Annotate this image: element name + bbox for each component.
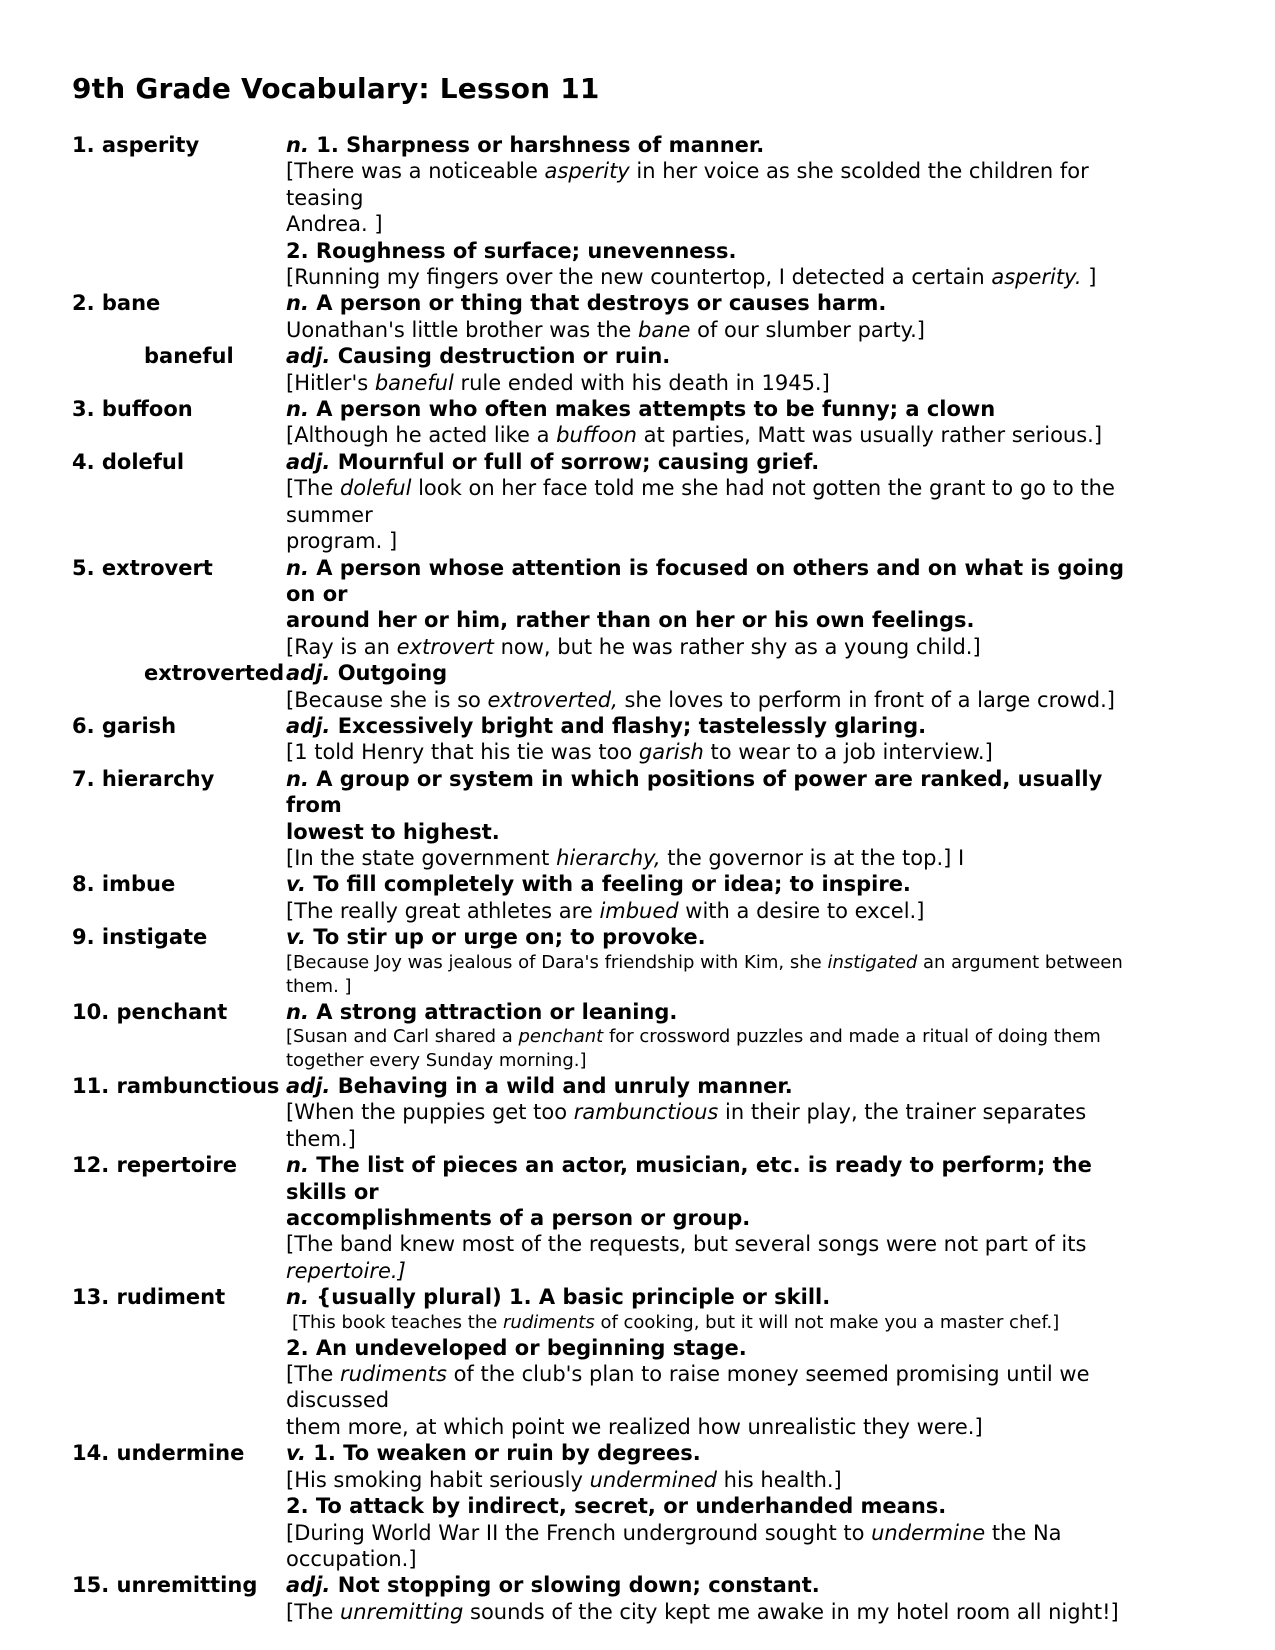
example-sentence (286, 1311, 1156, 1335)
example-term: bane (638, 317, 691, 342)
definition-line (286, 1073, 1156, 1099)
example-text: Andrea. ] (286, 212, 383, 237)
example-text: [The band knew most of the requests, but several songs were not part of its (286, 1232, 1087, 1257)
example-sentence (286, 317, 1156, 343)
definition-text: To stir up or urge on; to provoke. (305, 925, 706, 950)
vocab-entry (72, 1440, 1212, 1572)
part-of-speech: adj. (286, 1074, 331, 1098)
part-of-speech: adj. (286, 344, 331, 369)
example-text: of our slumber party.] (690, 317, 925, 342)
definition-text: Excessively bright and flashy; tastelessly glaring. (330, 713, 927, 738)
definition-line (286, 396, 1156, 422)
definition-text: 1. Sharpness or harshness of manner. (308, 133, 765, 157)
definition-line (286, 238, 1156, 264)
vocab-term: 8. imbue (72, 872, 176, 897)
definition-block (286, 1152, 1156, 1284)
definition-block (286, 343, 1156, 396)
example-term: garish (638, 740, 704, 765)
example-text: program. ] (286, 529, 398, 554)
example-text: of the club's plan to raise money seemed promising until we discussed (286, 1362, 1090, 1413)
example-text: [The (286, 476, 340, 501)
part-of-speech: adj. (286, 713, 331, 738)
example-sentence (286, 1099, 1156, 1152)
definition-line (286, 1205, 1156, 1231)
definition-text: around her or him, rather than on her or his own feelings. (286, 608, 975, 633)
example-term: extrovert (396, 634, 494, 659)
definition-line (286, 449, 1156, 475)
example-term: rudiments (503, 1311, 595, 1333)
definition-text: 2. Roughness of surface; unevenness. (286, 238, 737, 263)
example-text: now, but he was rather shy as a young child.] (493, 634, 981, 659)
vocab-entry (72, 343, 1212, 396)
vocab-term: 11. rambunctious (72, 1074, 280, 1098)
part-of-speech: n. (286, 555, 309, 580)
vocabulary-list (72, 132, 1212, 1625)
definition-text: Causing destruction or ruin. (330, 344, 671, 369)
example-text: for crossword puzzles and made a ritual of doing them (603, 1026, 1101, 1047)
definition-line (286, 819, 1156, 845)
example-sentence (286, 898, 1156, 924)
example-text: [The (286, 1599, 340, 1624)
example-text: in her voice as she scolded the children for teasing (286, 159, 1089, 210)
example-sentence (286, 1049, 1156, 1073)
example-text: to wear to a job interview.] (703, 740, 993, 765)
part-of-speech: n. (286, 291, 309, 316)
page-title: 9th Grade Vocabulary: Lesson 11 (72, 72, 600, 105)
definition-line (286, 713, 1156, 739)
definition-block (286, 449, 1156, 555)
definition-text: A person who often makes attempts to be funny; a clown (308, 397, 996, 422)
definition-block (286, 396, 1156, 449)
example-text: in their play, the trainer separates them.] (286, 1100, 1087, 1151)
vocab-entry (72, 290, 1212, 343)
vocab-entry (72, 999, 1212, 1073)
definition-line (286, 1335, 1156, 1361)
example-text: [Running my fingers over the new countertop, I detected a certain (286, 265, 992, 290)
example-sentence (286, 739, 1156, 765)
part-of-speech: adj. (286, 1573, 331, 1598)
definition-text: 1. To weaken or ruin by degrees. (305, 1441, 701, 1466)
definition-text: To fill completely with a feeling or idea; to inspire. (305, 872, 911, 897)
example-text: them more, at which point we realized how unrealistic they were.] (286, 1414, 983, 1439)
definition-block (286, 660, 1156, 713)
example-sentence (286, 211, 1156, 237)
vocab-term: 10. penchant (72, 999, 228, 1024)
example-sentence (286, 845, 1156, 871)
vocab-entry (72, 660, 1212, 713)
part-of-speech: v. (286, 1441, 306, 1466)
vocab-entry (72, 1572, 1212, 1625)
example-text: [1 told Henry that his tie was too (286, 740, 639, 765)
part-of-speech: adj. (286, 661, 331, 686)
definition-line (286, 290, 1156, 316)
example-text: of cooking, but it will not make you a master chef.] (594, 1311, 1060, 1333)
definition-block (286, 766, 1156, 872)
definition-line (286, 871, 1156, 897)
definition-block (286, 290, 1156, 343)
example-sentence (286, 475, 1156, 528)
definition-block (286, 132, 1156, 290)
example-text: with a desire to excel.] (678, 898, 925, 923)
definition-block (286, 713, 1156, 766)
vocab-term: 9. instigate (72, 925, 208, 950)
derived-term: extroverted (144, 661, 285, 686)
example-term: undermined (589, 1467, 717, 1492)
example-text: [When the puppies get too (286, 1100, 574, 1125)
derived-term: baneful (144, 344, 234, 369)
definition-text: accomplishments of a person or group. (286, 1206, 751, 1231)
example-term: penchant (518, 1026, 604, 1047)
example-text: the Na occupation.] (286, 1520, 1062, 1571)
example-sentence (286, 1361, 1156, 1414)
definition-text: A person whose attention is focused on others and on what is going on or (286, 555, 1125, 606)
part-of-speech: adj. (286, 449, 331, 474)
definition-text: Behaving in a wild and unruly manner. (330, 1074, 793, 1098)
example-sentence (286, 1467, 1156, 1493)
example-sentence (286, 370, 1156, 396)
vocab-term: 7. hierarchy (72, 766, 215, 791)
vocab-term: 3. buffoon (72, 397, 193, 422)
definition-text: {usually plural) 1. A basic principle or skill. (308, 1285, 831, 1310)
example-text: his health.] (716, 1467, 842, 1492)
part-of-speech: n. (286, 1285, 309, 1310)
definition-text: lowest to highest. (286, 819, 500, 844)
vocab-entry (72, 132, 1212, 290)
vocab-entry (72, 713, 1212, 766)
definition-block (286, 1572, 1156, 1625)
definition-text: A person or thing that destroys or causes harm. (308, 291, 887, 316)
example-sentence (286, 1414, 1156, 1440)
example-text: at parties, Matt was usually rather serious.] (636, 423, 1103, 448)
definition-block (286, 871, 1156, 924)
example-sentence (286, 1520, 1156, 1573)
example-term: undermine (871, 1520, 986, 1545)
example-term: rudiments (339, 1362, 447, 1387)
example-text: the governor is at the top.] I (660, 845, 965, 870)
vocab-term: 14. undermine (72, 1441, 245, 1466)
vocab-entry (72, 924, 1212, 998)
example-sentence (286, 1231, 1156, 1284)
vocab-entry (72, 449, 1212, 555)
vocab-term: 13. rudiment (72, 1285, 226, 1310)
part-of-speech: n. (286, 1153, 309, 1178)
definition-text: The list of pieces an actor, musician, etc. is ready to perform; the skills or (286, 1153, 1092, 1204)
part-of-speech: v. (286, 872, 306, 897)
vocab-term: 15. unremitting (72, 1573, 258, 1598)
example-text: [There was a noticeable (286, 159, 545, 184)
example-text: look on her face told me she had not gotten the grant to go to the summer (286, 476, 1115, 527)
example-term: asperity. (991, 265, 1082, 290)
part-of-speech: n. (286, 397, 309, 422)
vocab-term: 2. bane (72, 291, 161, 316)
definition-line (286, 1572, 1156, 1598)
vocab-term: 1. asperity (72, 133, 200, 157)
part-of-speech: n. (286, 766, 309, 791)
example-text: [Ray is an (286, 634, 397, 659)
definition-block (286, 1440, 1156, 1572)
example-sentence (286, 422, 1156, 448)
definition-line (286, 999, 1156, 1025)
definition-line (286, 1284, 1156, 1310)
definition-line (286, 607, 1156, 633)
definition-line (286, 660, 1156, 686)
example-text: [Hitler's (286, 370, 375, 395)
example-term: asperity (544, 159, 630, 184)
part-of-speech: n. (286, 999, 309, 1024)
example-term: doleful (339, 476, 412, 501)
example-text: [The really great athletes are (286, 898, 600, 923)
example-text: [Although he acted like a (286, 423, 557, 448)
vocab-term: 5. extrovert (72, 555, 213, 580)
definition-line (286, 924, 1156, 950)
vocab-entry (72, 766, 1212, 872)
example-sentence (286, 951, 1156, 975)
definition-line (286, 1152, 1156, 1205)
definition-block (286, 999, 1156, 1073)
example-text: [His smoking habit seriously (286, 1467, 590, 1492)
definition-line (286, 1493, 1156, 1519)
vocab-entry (72, 396, 1212, 449)
example-term: unremitting (339, 1599, 464, 1624)
definition-line (286, 555, 1156, 608)
example-term: baneful (374, 370, 454, 395)
example-term: rambunctious (573, 1100, 719, 1125)
definition-line (286, 343, 1156, 369)
part-of-speech: n. (286, 133, 309, 157)
example-sentence (286, 1599, 1156, 1625)
example-text: them. ] (286, 975, 352, 997)
example-text: an argument between (917, 951, 1123, 973)
example-text: [Because Joy was jealous of Dara's friendship with Kim, she (286, 951, 828, 973)
example-text: rule ended with his death in 1945.] (453, 370, 830, 395)
example-text: [Susan and Carl shared a (286, 1026, 519, 1047)
vocab-entry (72, 1073, 1212, 1152)
part-of-speech: v. (286, 925, 306, 950)
vocab-term: 4. doleful (72, 449, 185, 474)
example-text: Uonathan's little brother was the (286, 317, 638, 342)
definition-block (286, 1284, 1156, 1440)
definition-line (286, 1440, 1156, 1466)
definition-line (286, 766, 1156, 819)
example-sentence (286, 264, 1156, 290)
definition-block (286, 1073, 1156, 1152)
example-text: [Because she is so (286, 687, 488, 712)
example-text: [In the state government (286, 845, 557, 870)
definition-text: Outgoing (330, 661, 448, 686)
example-sentence (286, 158, 1156, 211)
example-text: [During World War II the French underground sought to (286, 1520, 872, 1545)
definition-text: A strong attraction or leaning. (308, 999, 678, 1024)
example-sentence (286, 634, 1156, 660)
definition-text: Not stopping or slowing down; constant. (330, 1573, 820, 1598)
vocab-term: 6. garish (72, 713, 177, 738)
definition-block (286, 555, 1156, 661)
example-text: she loves to perform in front of a large crowd.] (617, 687, 1115, 712)
vocab-term: 12. repertoire (72, 1153, 238, 1178)
vocab-entry (72, 871, 1212, 924)
example-text: [The (286, 1362, 340, 1387)
example-sentence (286, 1025, 1156, 1049)
example-text: [This book teaches the (292, 1311, 504, 1333)
example-term: repertoire.] (286, 1258, 406, 1283)
vocab-entry (72, 555, 1212, 661)
definition-block (286, 924, 1156, 998)
example-text: together every Sunday morning.] (286, 1050, 587, 1071)
example-term: hierarchy, (556, 845, 661, 870)
example-sentence (286, 975, 1156, 999)
example-term: instigated (827, 951, 918, 973)
example-term: extroverted, (487, 687, 618, 712)
definition-text: A group or system in which positions of power are ranked, usually from (286, 766, 1103, 818)
example-text: sounds of the city kept me awake in my hotel room all night!] (463, 1599, 1119, 1624)
example-sentence (286, 528, 1156, 554)
definition-text: 2. An undeveloped or beginning stage. (286, 1335, 747, 1360)
example-term: imbued (599, 898, 679, 923)
example-term: buffoon (556, 423, 637, 448)
definition-text: 2. To attack by indirect, secret, or underhanded means. (286, 1494, 947, 1519)
definition-text: Mournful or full of sorrow; causing grief. (330, 449, 820, 474)
definition-line (286, 132, 1156, 158)
vocab-entry (72, 1152, 1212, 1284)
example-sentence (286, 687, 1156, 713)
vocab-entry (72, 1284, 1212, 1440)
example-text: ] (1081, 265, 1097, 290)
